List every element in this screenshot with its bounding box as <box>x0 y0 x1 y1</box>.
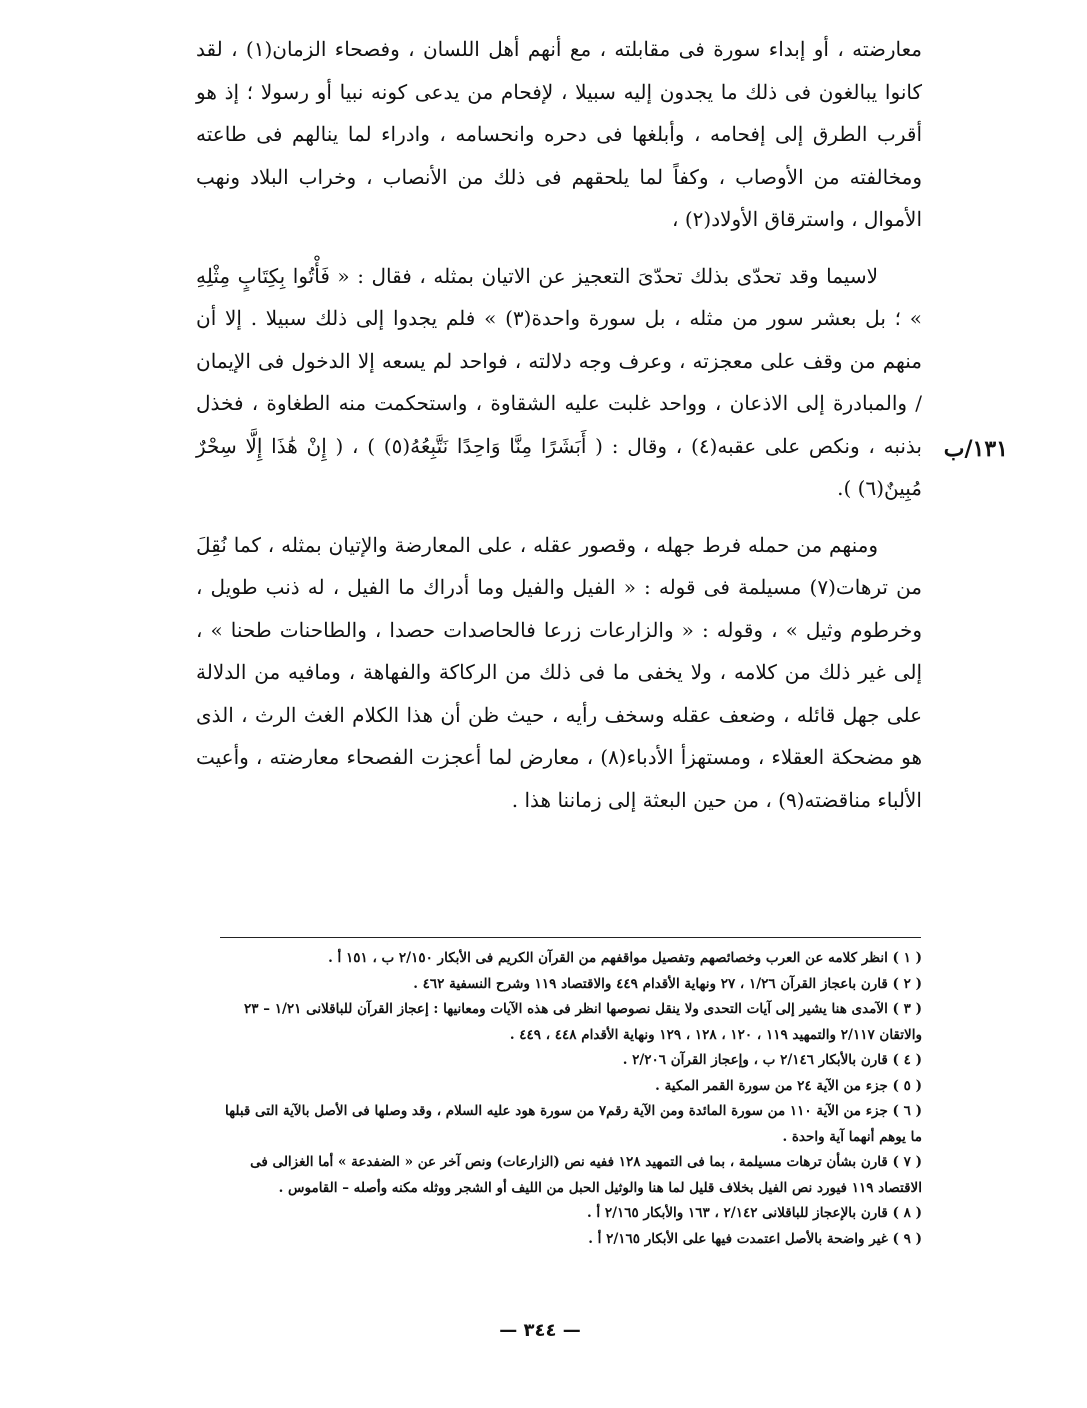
paragraph-1: معارضته ، أو إبداء سورة فى مقابلته ، مع أنهم أهل اللسان ، وفصحاء الزمان(١) ، لقد كانوا يبالغون فى ذلك ما يجدون إليه سبيلا ، لإفحام من يدعى كونه نبيا أو رسولا ؛ إذ هو أقرب الطرق إلى إفحامه ، وأبلغها فى دحره وانحسامه ، وادراء لما ينالهم فى طاعته ومخالفته من الأوصاب ، وكفاً لما يلحقهم فى ذلك من الأنصاب ، وخراب البلاد ونهب الأموال ، واسترقاق الأولاد(٢) ، <box>196 37 923 231</box>
footnote-3: ( ٣ ) الآمدى هنا يشير إلى آيات التحدى ولا ينقل نصوصها انظر فى هذه الآيات ومعانيها : إعجاز القرآن للباقلانى ١/٢١ – ٢٣ والاتقان ٢/١١٧ والتمهيد ١١٩ ، ١٢٠ ، ١٢٨ ، ١٢٩ ونهاية الأقدام ٤٤٨ ، ٤٤٩ . <box>244 1001 922 1043</box>
footnote-1: ( ١ ) انظر كلامه عن العرب وخصائصهم وتفصيل مواقفهم من القرآن الكريم فى الأبكار ٢/١٥٠ ب ، ١٥١ أ . <box>328 950 922 966</box>
footnote-9: ( ٩ ) غير واضحة بالأصل اعتمدت فيها على الأبكار ٢/١٦٥ أ . <box>588 1230 922 1247</box>
paragraph-2: لاسيما وقد تحدّى بذلك تحدّىَ التعجيز عن الاتيان بمثله ، فقال : « فَأْتُوا بِكِتَابٍ مِثْلِهِ » ؛ بل بعشر سور من مثله ، بل سورة واحدة(٣) » فلم يجدوا إلى ذلك سبيلا . إلا أن منهم من وقف على معجزته ، وعرف وجه دلالته ، فواحد لم يسعه إلا الدخول فى الإيمان / والمبادرة إلى الاذعان ، وواحد غلبت عليه الشقاوة ، واستحكمت منه الطغاوة ، فخذل بذنبه ، ونكص على عقبه(٤) ، وقال : ( أَبَشَرًا مِنَّا وَاحِدًا نَتَّبِعُهُ(٥) ) ، ( إِنْ هَٰذَا إِلَّا سِحْرٌ مُبِينٌ(٦) ). <box>196 263 922 500</box>
footnote-8: ( ٨ ) قارن بالإعجاز للباقلانى ٢/١٤٢ ، ١٦٣ والأبكار ٢/١٦٥ أ . <box>587 1205 922 1221</box>
footnote-4: ( ٤ ) قارن بالأبكار ٢/١٤٦ ب ، وإعجاز القرآن ٢/٢٠٦ . <box>622 1052 922 1068</box>
paragraph-3: ومنهم من حمله فرط جهله ، وقصور عقله ، على المعارضة والإتيان بمثله ، كما نُقِلَ من ترهات(٧) مسيلمة فى قوله : « الفيل والفيل وما أدراك ما الفيل ، له ذنب طويل ، وخرطوم وثيل » ، وقوله : « والزارعات زرعا فالحاصدات حصدا ، والطاحنات طحنا » ، إلى غير ذلك من كلامه ، ولا يخفى ما فى ذلك من الركاكة والفهاهة ، ومافيه من الدلالة على جهل قائله ، وضعف عقله وسخف رأيه ، حيث ظن أن هذا الكلام الغث الرث ، الذى هو مضحكة العقلاء ، ومستهزأ الأدباء(٨) ، معارض لما أعجزت الفصحاء معارضته ، وأعيت الألباء مناقضته(٩) ، من حين البعثة إلى زماننا هذا . <box>196 532 923 812</box>
footnotes <box>210 946 922 1252</box>
main-text <box>196 28 922 835</box>
footnote-divider <box>220 937 921 938</box>
page-number: — ٣٤٤ — <box>499 1320 581 1341</box>
footnote-6: ( ٦ ) جزء من الآية ١١٠ من سورة المائدة ومن الآية رقم٧ من سورة هود عليه السلام ، وقد وصلها فى الأصل بالآية التى قبلها ما يوهم أنهما آية واحدة . <box>225 1103 922 1145</box>
footnote-2: ( ٢ ) قارن باعجاز القرآن ١/٢٦ ، ٢٧ ونهاية الأقدام ٤٤٩ والاقتصاد ١١٩ وشرح النسفية ٤٦٢ . <box>413 975 922 992</box>
folio-margin-note: ١٣١/ب <box>943 436 1008 462</box>
footnote-7: ( ٧ ) قارن بشأن ترهات مسيلمة ، بما فى التمهيد ١٢٨ ففيه نص (الزارعات) ونص آخر عن « الضفدعة » أما الغزالى فى الاقتصاد ١١٩ فيورد نص الفيل بخلاف قليل لما هنا والوثيل الحبل من الليف أو الشجر ووثله مكنه وأصله – القاموس . <box>250 1154 922 1196</box>
footnote-5: ( ٥ ) جزء من الآية ٢٤ من سورة القمر المكية . <box>655 1077 922 1094</box>
